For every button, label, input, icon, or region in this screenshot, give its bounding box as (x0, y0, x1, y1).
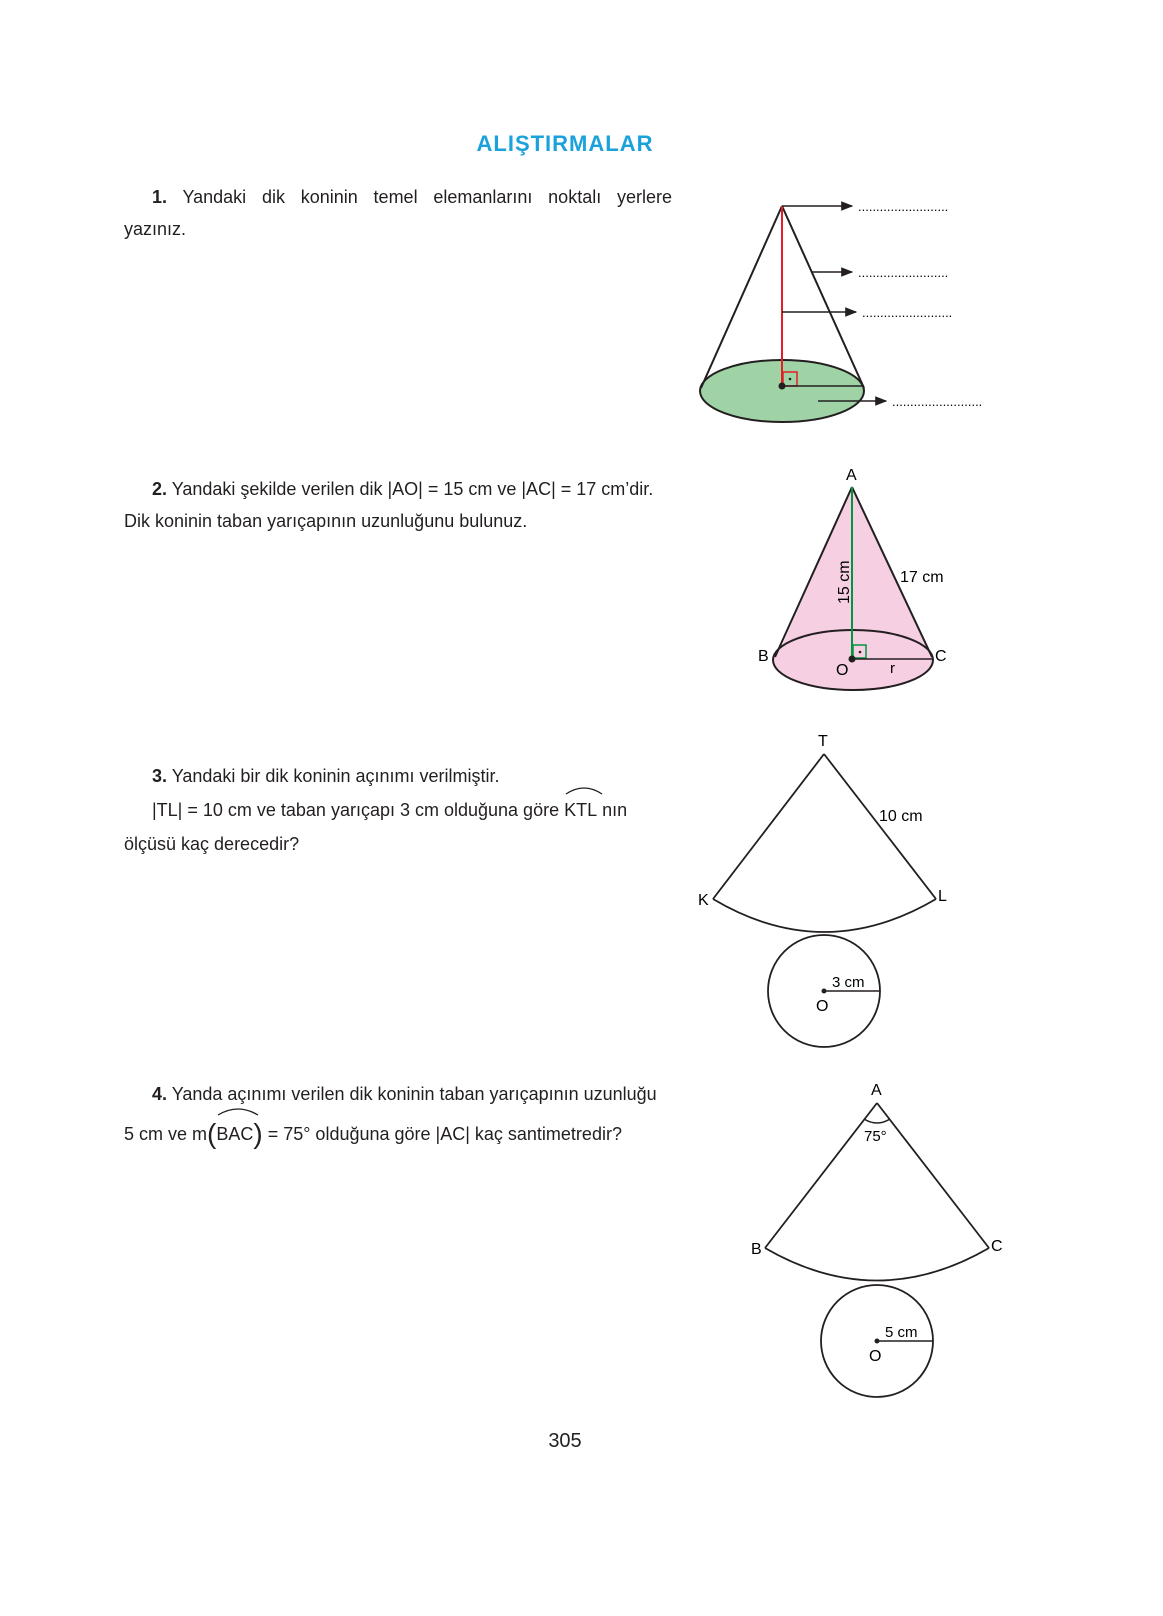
exercise-number: 3. (152, 766, 168, 786)
exercise-text: Yanda açınımı verilen dik koninin taban yarıçapının uzunluğu (171, 1084, 657, 1104)
arc-angle-notation: KTL (564, 793, 597, 827)
sector-arc-BC (765, 1248, 989, 1281)
exercise-text: yazınız. (124, 219, 187, 239)
label-A: A (871, 1082, 882, 1099)
blank-line: ......................... (858, 265, 949, 280)
radius-label: 3 cm (832, 974, 865, 991)
arc-angle-notation: BAC (216, 1114, 253, 1154)
height-length-label: 15 cm (836, 560, 853, 604)
label-O: O (836, 662, 849, 679)
sector-side-TK (713, 754, 824, 899)
page-title: ALIŞTIRMALAR (476, 131, 654, 156)
label-C: C (935, 648, 947, 665)
label-O: O (869, 1348, 882, 1365)
slant-length-label: 17 cm (900, 569, 944, 586)
label-L: L (938, 888, 947, 905)
label-K: K (698, 892, 709, 909)
label-r: r (890, 660, 895, 677)
cone-figure-1 (700, 199, 982, 422)
label-B: B (751, 1241, 762, 1258)
cone-figure-2 (758, 467, 947, 690)
label-A: A (846, 467, 857, 484)
label-O: O (816, 998, 829, 1015)
exercise-text: Yandaki şekilde verilen dik |AO| = 15 cm ve |AC| = 17 cm’dir. (171, 479, 654, 499)
angle-label: 75° (864, 1128, 887, 1145)
label-B: B (758, 648, 769, 665)
exercise-text: ölçüsü kaç derecedir? (124, 834, 300, 854)
sector-side-AB (765, 1103, 877, 1248)
blank-line: ......................... (862, 305, 953, 320)
blank-line: ......................... (858, 199, 949, 214)
exercise-number: 4. (152, 1084, 168, 1104)
blank-line: ......................... (892, 394, 983, 409)
exercise-4: 4. Yanda açınımı verilen dik koninin taban yarıçapının uzunluğu 5 cm ve m( BAC) = 75° olduğuna göre |AC| kaç santimetredir? (124, 1074, 657, 1154)
label-C: C (991, 1238, 1003, 1255)
cone-net-figure-4 (751, 1082, 1003, 1397)
exercise-text: = 75° olduğuna göre |AC| kaç santimetredir? (267, 1124, 622, 1144)
slant-length-label: 10 cm (879, 808, 923, 825)
exercise-text: nın (602, 800, 628, 820)
sector-arc-KL (713, 899, 936, 932)
label-T: T (818, 733, 828, 750)
radius-label: 5 cm (885, 1324, 918, 1341)
exercise-text: Dik koninin taban yarıçapının uzunluğunu bulunuz. (124, 511, 528, 531)
exercise-text: 5 cm ve m (124, 1124, 208, 1144)
exercise-text: Yandaki dik koninin temel elemanlarını noktalı yerlere (182, 187, 672, 207)
sector-side-AC (877, 1103, 989, 1248)
exercise-number: 1. (152, 187, 168, 207)
sector-side-TL (824, 754, 936, 899)
page-number: 305 (548, 1430, 582, 1452)
center-point (849, 656, 856, 663)
angle-arc-mark (864, 1119, 890, 1123)
cone-net-figure-3 (698, 733, 947, 1047)
exercise-number: 2. (152, 479, 168, 499)
exercise-text: |TL| = 10 cm ve taban yarıçapı 3 cm olduğuna göre (152, 800, 560, 820)
exercise-text: Yandaki bir dik koninin açınımı verilmiştir. (171, 766, 500, 786)
